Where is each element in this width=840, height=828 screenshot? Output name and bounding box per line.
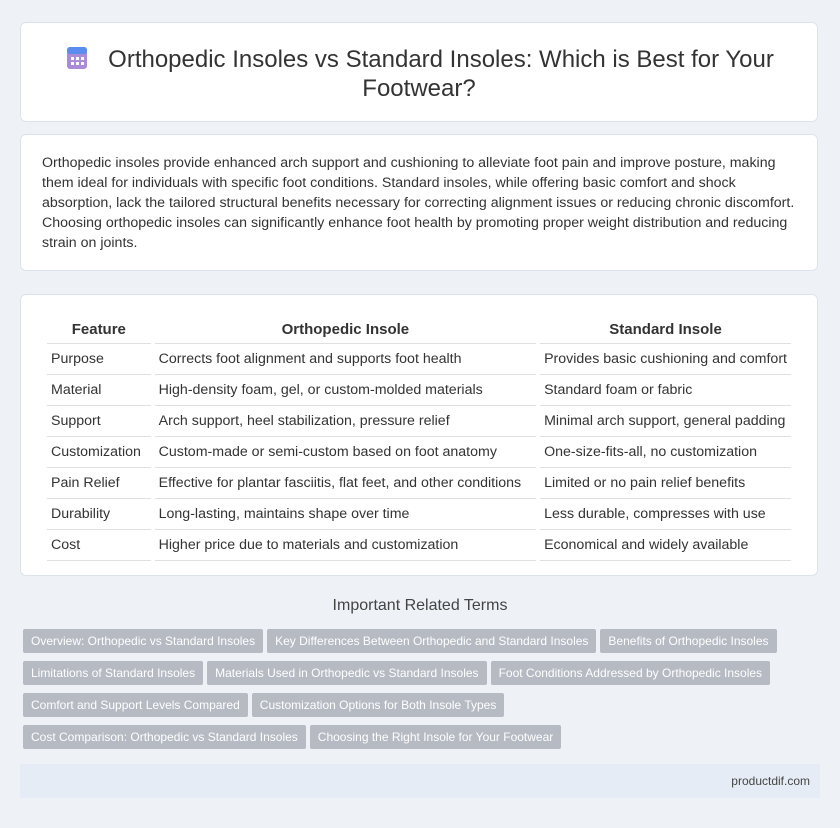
related-terms-heading: Important Related Terms xyxy=(332,597,508,614)
comparison-table xyxy=(43,313,795,561)
table-row xyxy=(47,530,791,561)
cell-feature: Pain Relief xyxy=(47,468,151,499)
cell-orthopedic: Higher price due to materials and customization xyxy=(155,530,536,561)
cell-standard: Economical and widely available xyxy=(540,530,791,561)
table-header-row xyxy=(47,313,791,344)
intro-card xyxy=(20,134,818,271)
cell-feature: Material xyxy=(47,375,151,406)
related-term-tag[interactable]: Benefits of Orthopedic Insoles xyxy=(600,629,776,653)
related-term-tag[interactable]: Choosing the Right Insole for Your Footwear xyxy=(310,725,561,749)
cell-feature: Cost xyxy=(47,530,151,561)
related-term-tag[interactable]: Limitations of Standard Insoles xyxy=(23,661,203,685)
cell-standard: Limited or no pain relief benefits xyxy=(540,468,791,499)
cell-standard: Less durable, compresses with use xyxy=(540,499,791,530)
related-terms-list xyxy=(23,629,783,757)
cell-feature: Support xyxy=(47,406,151,437)
related-term-tag[interactable]: Customization Options for Both Insole Types xyxy=(252,693,505,717)
comparison-card xyxy=(20,294,818,576)
related-term-tag[interactable]: Foot Conditions Addressed by Orthopedic Insoles xyxy=(491,661,770,685)
table-row xyxy=(47,468,791,499)
intro-paragraph: Orthopedic insoles provide enhanced arch support and cushioning to alleviate foot pain and improve posture, making them ideal for individuals with specific foot conditions. Standard insoles, while offering basic comfort and shock absorption, lack the tailored structural benefits necessary for correcting alignment issues or reducing chronic discomfort. Choosing orthopedic insoles can significantly enhance foot health by promoting proper weight distribution and reducing strain on joints. xyxy=(42,155,795,251)
cell-feature: Customization xyxy=(47,437,151,468)
cell-standard: Standard foam or fabric xyxy=(540,375,791,406)
table-row xyxy=(47,344,791,375)
table-row xyxy=(47,437,791,468)
table-row xyxy=(47,406,791,437)
footer xyxy=(20,764,820,798)
cell-standard: Provides basic cushioning and comfort xyxy=(540,344,791,375)
related-term-tag[interactable]: Cost Comparison: Orthopedic vs Standard Insoles xyxy=(23,725,306,749)
cell-orthopedic: Effective for plantar fasciitis, flat feet, and other conditions xyxy=(155,468,536,499)
header-standard: Standard Insole xyxy=(540,313,791,344)
related-term-tag[interactable]: Key Differences Between Orthopedic and Standard Insoles xyxy=(267,629,596,653)
cell-feature: Durability xyxy=(47,499,151,530)
title-wrap xyxy=(21,45,817,103)
related-term-tag[interactable]: Overview: Orthopedic vs Standard Insoles xyxy=(23,629,263,653)
cell-orthopedic: Long-lasting, maintains shape over time xyxy=(155,499,536,530)
table-row xyxy=(47,375,791,406)
cell-orthopedic: Arch support, heel stabilization, pressure relief xyxy=(155,406,536,437)
page-title: Orthopedic Insoles vs Standard Insoles: Which is Best for Your Footwear? xyxy=(108,46,774,102)
cell-orthopedic: Custom-made or semi-custom based on foot anatomy xyxy=(155,437,536,468)
related-term-tag[interactable]: Materials Used in Orthopedic vs Standard Insoles xyxy=(207,661,486,685)
title-card xyxy=(20,22,818,122)
related-term-tag[interactable]: Comfort and Support Levels Compared xyxy=(23,693,248,717)
cell-standard: Minimal arch support, general padding xyxy=(540,406,791,437)
cell-standard: One-size-fits-all, no customization xyxy=(540,437,791,468)
document-icon xyxy=(64,45,90,71)
table-row xyxy=(47,499,791,530)
header-orthopedic: Orthopedic Insole xyxy=(155,313,536,344)
cell-orthopedic: High-density foam, gel, or custom-molded materials xyxy=(155,375,536,406)
header-feature: Feature xyxy=(47,313,151,344)
footer-site: productdif.com xyxy=(731,774,810,788)
cell-orthopedic: Corrects foot alignment and supports foot health xyxy=(155,344,536,375)
cell-feature: Purpose xyxy=(47,344,151,375)
